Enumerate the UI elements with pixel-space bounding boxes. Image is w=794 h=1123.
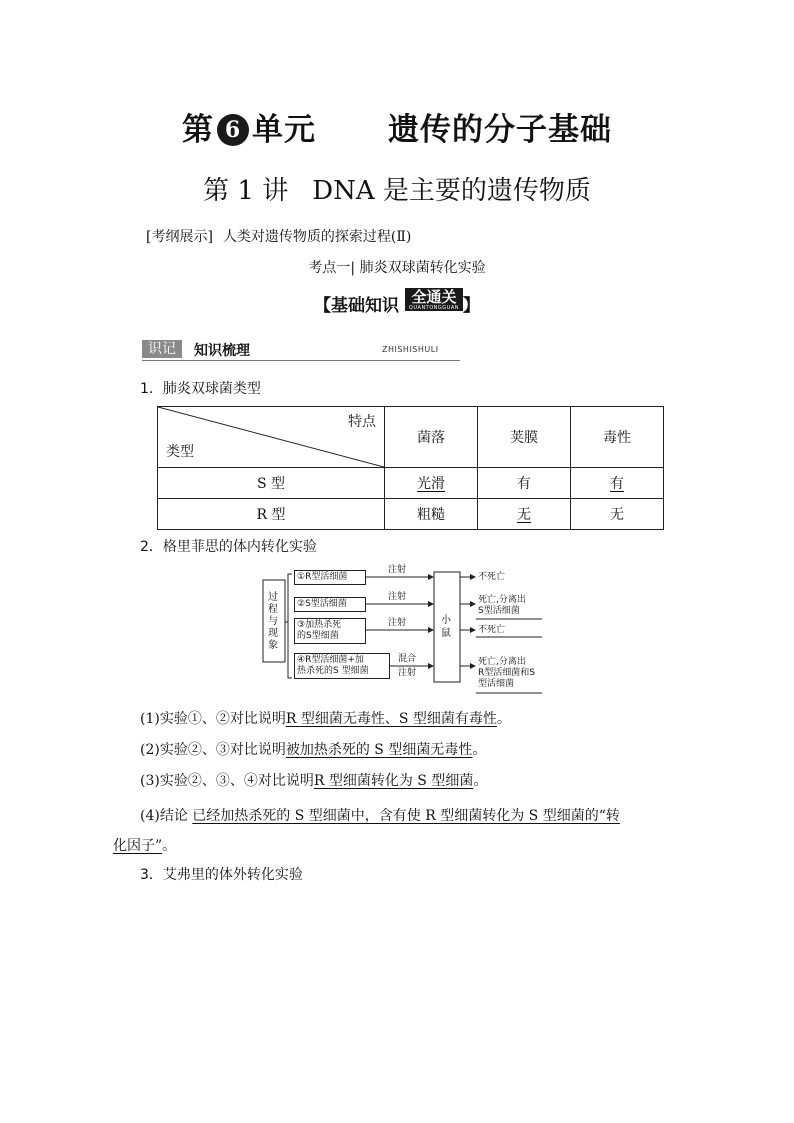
result-line: R型活细菌和S [478, 668, 535, 678]
mouse-char: 小 [441, 615, 451, 626]
row-type: S 型 [158, 468, 385, 499]
unit-title [0, 104, 794, 149]
bacteria-types-table [157, 406, 664, 530]
table-cell: 粗糙 [385, 499, 478, 530]
corner-top-label: 特点 [348, 414, 376, 430]
result-label: 不死亡 [478, 572, 506, 582]
input-box: ②S型活细菌 [294, 597, 366, 612]
corner-bottom-label: 类型 [166, 444, 194, 460]
section1-heading: 1．肺炎双球菌类型 [140, 381, 261, 397]
action-label: 混合 [398, 654, 417, 664]
table-row [158, 468, 664, 499]
table-cell [571, 468, 664, 499]
input-line: 热杀死的S 型细菌 [297, 666, 369, 676]
item-suffix: 。 [472, 742, 487, 758]
mouse-char: 鼠 [441, 628, 451, 639]
item-answer: 已经加热杀死的 S 型细菌中，含有使 R 型细菌转化为 S 型细菌的“转 [192, 808, 620, 824]
result-label: 不死亡 [478, 625, 506, 635]
outline-label: [考纲展示] [146, 229, 213, 245]
column-header: 毒性 [571, 407, 664, 468]
input-line: ③加热杀死 [297, 620, 342, 630]
conclusion-item-4 [113, 801, 685, 861]
process-char: 与 [268, 616, 278, 627]
mouse-label [441, 614, 453, 640]
item-answer: R 型细菌转化为 S 型细菌 [313, 773, 474, 789]
result-line: 死亡,分离出 [478, 657, 526, 667]
answer-text: 有 [610, 476, 624, 492]
item-suffix: 。 [162, 838, 177, 854]
input-box: ①R型活细菌 [294, 570, 366, 585]
action-label: 注射 [388, 618, 407, 628]
outline-text: 人类对遗传物质的探索过程(Ⅱ) [222, 229, 412, 245]
conclusion-item-2 [140, 739, 486, 759]
table-cell: 有 [478, 468, 571, 499]
action-label: 注射 [388, 592, 407, 602]
answer-text: 无 [517, 507, 531, 523]
input-line: 的S型细菌 [297, 631, 339, 641]
process-label [268, 592, 280, 652]
conclusion-item-1 [140, 708, 511, 728]
table-corner-cell [158, 407, 385, 468]
tag-pinyin: QUANTONGGUAN [408, 305, 459, 311]
bracket-left: 【 [314, 296, 331, 316]
section2-heading: 2．格里菲思的体内转化实验 [140, 539, 317, 555]
row-type: R 型 [158, 499, 385, 530]
table-cell [385, 468, 478, 499]
process-char: 程 [268, 604, 278, 615]
table-cell [478, 499, 571, 530]
result-line: 死亡,分离出 [478, 595, 526, 605]
basic-knowledge-heading [0, 288, 794, 316]
item-answer: 化因子” [113, 838, 163, 854]
process-char: 象 [268, 640, 278, 651]
column-header: 荚膜 [478, 407, 571, 468]
section3-heading: 3．艾弗里的体外转化实验 [140, 867, 303, 883]
item-answer: 被加热杀死的 S 型细菌无毒性 [285, 742, 473, 758]
lecture-label: 第 1 讲 [203, 176, 289, 206]
tag-text: 全通关 [411, 288, 457, 306]
knowledge-tag: 识记 [142, 340, 182, 358]
action-label: 注射 [398, 668, 417, 678]
item-prefix: (2)实验②、③对比说明 [140, 742, 286, 758]
unit-number-badge: 6 [217, 114, 249, 146]
table-header-row [158, 407, 664, 468]
item-suffix: 。 [496, 711, 511, 727]
griffith-experiment-diagram [262, 562, 552, 694]
lecture-name: DNA 是主要的遗传物质 [312, 176, 591, 206]
knowledge-bar [142, 340, 460, 361]
bracket-right: 】 [462, 296, 480, 316]
column-header: 菌落 [385, 407, 478, 468]
topic-heading: 考点一| 肺炎双球菌转化实验 [308, 260, 486, 276]
unit-suffix: 单元 [252, 112, 316, 148]
quantongguan-tag [405, 288, 463, 311]
table-cell: 无 [571, 499, 664, 530]
result-line: S型活细菌 [478, 606, 520, 616]
process-char: 现 [268, 628, 278, 639]
item-prefix: (1)实验①、②对比说明 [140, 711, 286, 727]
input-line: ④R型活细菌+加 [297, 655, 364, 665]
outline [146, 226, 411, 246]
basic-label: 基础知识 [331, 296, 399, 316]
item-prefix: (3)实验②、③、④对比说明 [140, 773, 314, 789]
unit-name: 遗传的分子基础 [388, 112, 612, 148]
unit-prefix: 第 [182, 112, 214, 148]
lecture-title [0, 170, 794, 207]
knowledge-pinyin: ZHISHISHULI [382, 345, 439, 354]
item-prefix: (4)结论 [140, 808, 188, 824]
action-label: 注射 [388, 565, 407, 575]
answer-text: 光滑 [417, 476, 445, 492]
table-row [158, 499, 664, 530]
result-label [478, 657, 535, 690]
knowledge-label: 知识梳理 [194, 343, 250, 359]
conclusion-item-3 [140, 770, 487, 790]
process-char: 过 [268, 592, 278, 603]
item-suffix: 。 [473, 773, 488, 789]
input-box [294, 653, 390, 679]
item-answer: R 型细菌无毒性、S 型细菌有毒性 [285, 711, 497, 727]
input-box [294, 618, 366, 644]
result-line: 型活细菌 [478, 679, 515, 689]
result-label [478, 595, 526, 617]
